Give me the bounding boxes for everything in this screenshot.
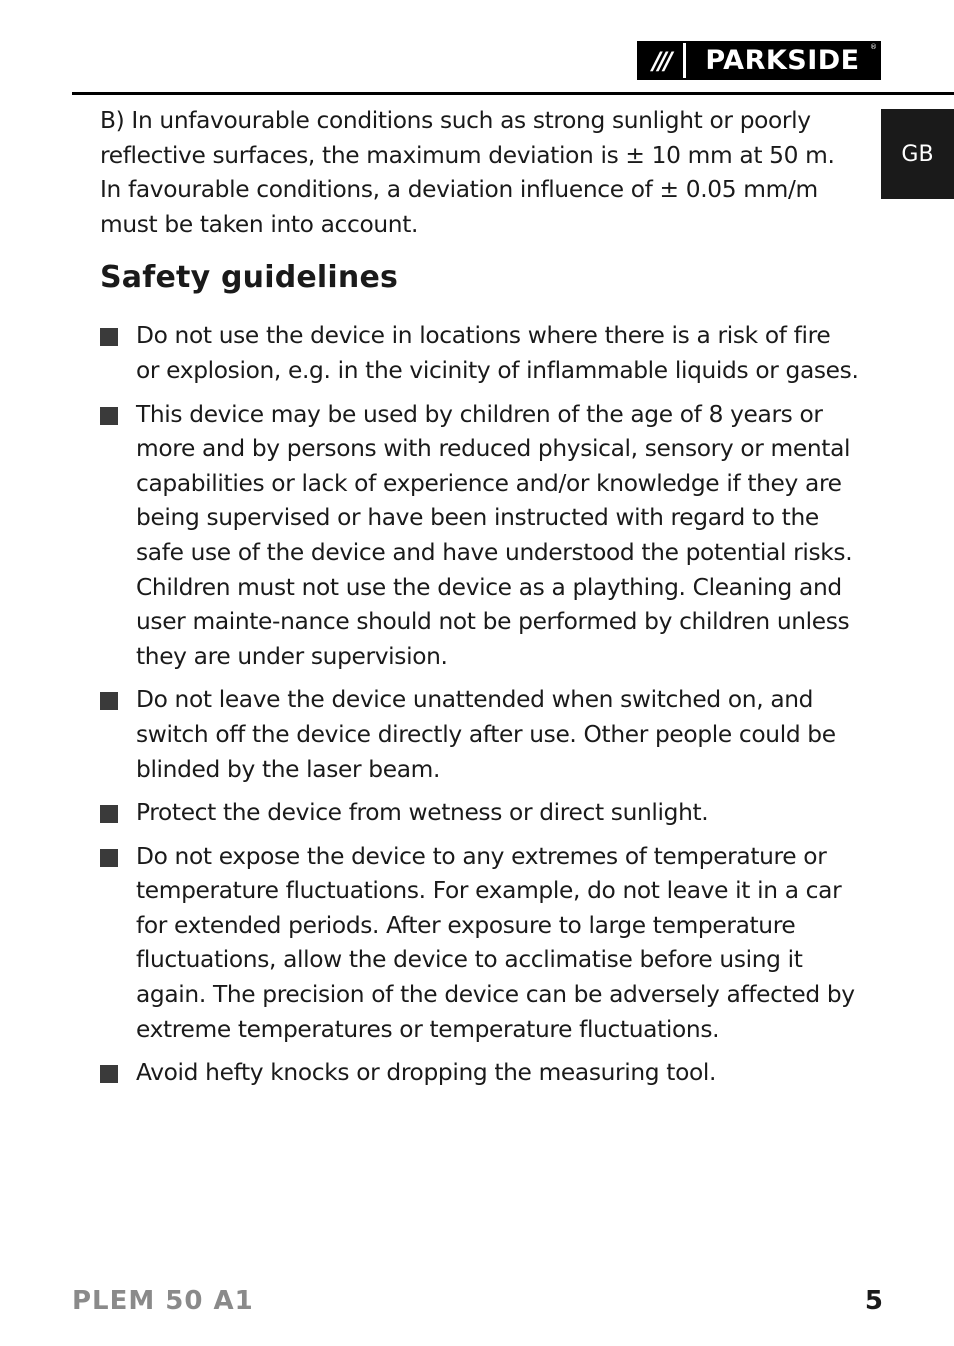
list-item-text: Protect the device from wetness or direct sunlight. [136, 799, 709, 827]
registered-mark: ® [870, 43, 877, 51]
square-bullet-icon [100, 407, 118, 425]
parkside-logo [637, 41, 881, 80]
safety-guidelines-list [100, 319, 860, 1090]
list-item-text: Do not use the device in locations where there is a risk of fire or explosion, e.g. in the vicinity of inflammable liquids or gases. [136, 322, 859, 384]
square-bullet-icon [100, 692, 118, 710]
square-bullet-icon [100, 805, 118, 823]
list-item-text: This device may be used by children of the age of 8 years or more and by persons with reduced physical, sensory or mental capabilities or lack of experience and/or knowledge if they are being supervised or have been instructed with regard to the safe use of the device and have understood the potential risks. Children must not use the device as a plaything. Cleaning and user mainte-nance should not be performed by children unless they are under supervision. [136, 400, 853, 670]
list-item [100, 840, 860, 1048]
square-bullet-icon [100, 849, 118, 867]
list-item-text: Avoid hefty knocks or dropping the measuring tool. [136, 1059, 717, 1087]
language-tab: GB [881, 109, 954, 199]
section-title: Safety guidelines [100, 260, 399, 296]
square-bullet-icon [100, 1065, 118, 1083]
list-item [100, 1056, 860, 1091]
header-rule [72, 92, 954, 95]
list-item [100, 319, 860, 388]
list-item-text: Do not leave the device unattended when switched on, and switch off the device directly after use. Other people could be blinded by the laser beam. [136, 686, 836, 783]
list-item [100, 796, 860, 831]
page-content [100, 104, 860, 1100]
intro-paragraph: B) In unfavourable conditions such as strong sunlight or poorly reflective surfaces, the maximum deviation is ± 10 mm at 50 m. In favourable conditions, a deviation influence of ± 0.05 mm/m must be taken into account. [100, 107, 835, 238]
footer-model-name: PLEM 50 A1 [72, 1286, 254, 1316]
list-item [100, 683, 860, 787]
logo-brand-name: PARKSIDE [705, 45, 860, 76]
logo-slashes: /// [652, 46, 670, 75]
list-item-text: Do not expose the device to any extremes of temperature or temperature fluctuations. For example, do not leave it in a car for extended periods. After exposure to large temperature fluctuations, allow the device to acclimatise before using it again. The precision of the device can be adversely affected by extreme temperatures or temperature fluctuations. [136, 842, 855, 1043]
page-number: 5 [864, 1286, 883, 1316]
list-item [100, 398, 860, 675]
square-bullet-icon [100, 328, 118, 346]
